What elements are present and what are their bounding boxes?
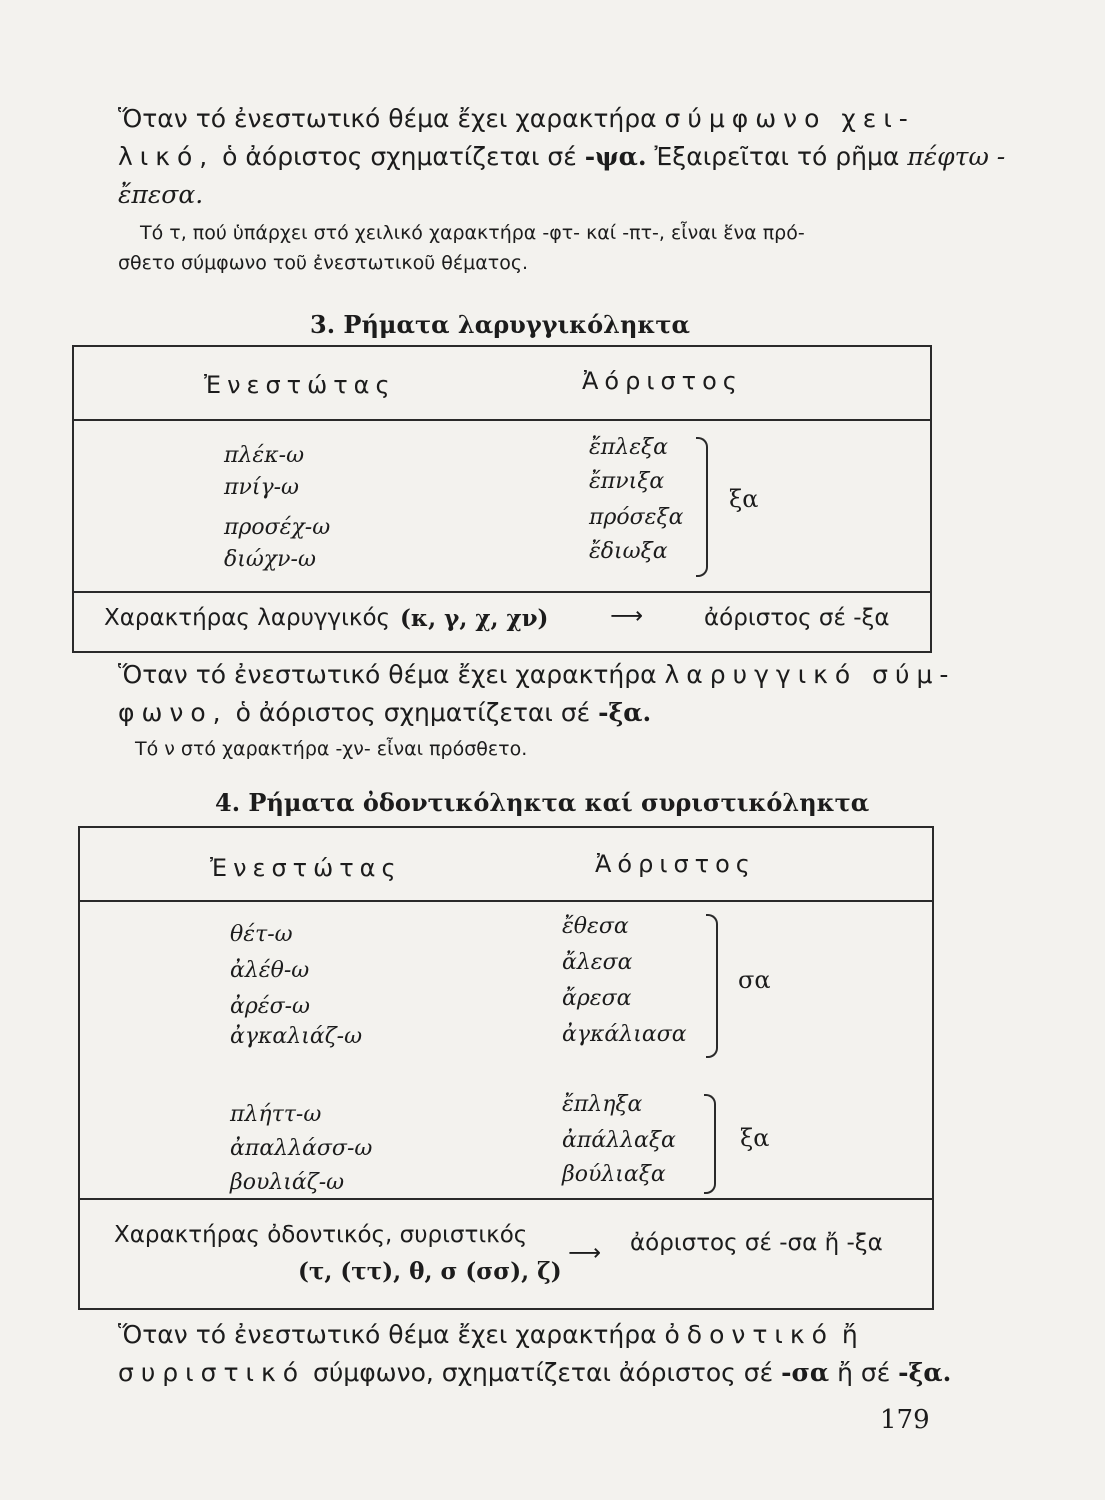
- aorist-verb: ἄρεσα: [562, 986, 632, 1011]
- para4-emphasis-2: συριστικό: [118, 1358, 306, 1387]
- arrow-icon: ⟶: [568, 1240, 601, 1266]
- present-verb: ἀπαλλάσσ-ω: [230, 1136, 373, 1161]
- para4-text-2: ἤ: [833, 1320, 858, 1349]
- section-3-heading: 3. Ρήματα λαρυγγικόληκτα: [310, 310, 691, 339]
- header-present: Ἐνεστώτας: [210, 854, 402, 882]
- footer-result: ἀόριστος σέ -ξα: [704, 605, 890, 631]
- header-present: Ἐνεστώτας: [204, 371, 396, 399]
- group-brace: [704, 1094, 716, 1194]
- para3-line-2: [118, 694, 938, 732]
- group-brace: [706, 914, 718, 1058]
- footer-label: Χαρακτήρας λαρυγγικός: [104, 605, 391, 631]
- section-4-heading: 4. Ρήματα ὀδοντικόληκτα καί συριστικόληκτα: [215, 788, 870, 817]
- intro-note-2: σθετο σύμφωνο τοῦ ἐνεστωτικοῦ θέματος.: [118, 252, 529, 274]
- intro-text-3: Ἐξαιρεῖται τό ρῆμα: [646, 142, 908, 171]
- aorist-verb: ἄλεσα: [562, 950, 633, 975]
- para3-text-2: ὁ ἀόριστος σχηματίζεται σέ: [227, 698, 599, 727]
- table-dental-sibilant: [78, 826, 934, 1310]
- present-verb: ἀλέθ-ω: [230, 958, 310, 983]
- para3-line-1: [118, 656, 956, 694]
- aorist-verb: ἔπληξα: [562, 1092, 643, 1117]
- present-verb: πνίγ-ω: [224, 475, 299, 500]
- aorist-verb: βούλιαξα: [562, 1162, 666, 1187]
- aorist-ending: ξα: [729, 485, 759, 513]
- present-verb: ἀρέσ-ω: [230, 994, 310, 1019]
- intro-exception-verb: πέφτω -: [907, 142, 1006, 171]
- aorist-verb: ἔδιωξα: [589, 539, 668, 564]
- aorist-verb: ἔθεσα: [562, 914, 629, 939]
- intro-line-3: [118, 176, 938, 214]
- para3-emphasis: λαρυγγικό σύμ-: [664, 660, 956, 689]
- page-number: 179: [880, 1405, 930, 1435]
- footer-result: ἀόριστος σέ -σα ἤ -ξα: [630, 1230, 883, 1256]
- para4-line-1: [118, 1316, 938, 1354]
- footer-characters: (τ, (ττ), θ, σ (σσ), ζ): [298, 1258, 562, 1285]
- intro-text-2: ὁ ἀόριστος σχηματίζεται σέ: [214, 142, 585, 171]
- present-verb: ἀγκαλιάζ-ω: [230, 1024, 363, 1049]
- present-verb: πλήττ-ω: [230, 1102, 322, 1127]
- intro-ending: -ψα.: [584, 142, 647, 171]
- present-verb: διώχν-ω: [224, 547, 316, 572]
- present-verb: προσέχ-ω: [224, 515, 331, 540]
- para3-ending: -ξα.: [598, 698, 652, 727]
- group-brace: [696, 437, 708, 577]
- intro-emphasis: σύμφωνο χει-: [664, 104, 915, 133]
- intro-exception-aorist: ἔπεσα.: [118, 180, 204, 209]
- arrow-icon: ⟶: [610, 603, 643, 629]
- present-verb: πλέκ-ω: [224, 443, 305, 468]
- para3-text: Ὅταν τό ἐνεστωτικό θέμα ἔχει χαρακτήρα: [118, 660, 665, 689]
- aorist-ending: ξα: [740, 1124, 770, 1152]
- aorist-verb: ἔπλεξα: [589, 435, 668, 460]
- para4-text: Ὅταν τό ἐνεστωτικό θέμα ἔχει χαρακτήρα: [118, 1320, 665, 1349]
- header-aorist: Ἀόριστος: [595, 850, 756, 878]
- footer-label: Χαρακτήρας ὀδοντικός, συριστικός: [114, 1222, 528, 1248]
- table-laryngeal-footer: [74, 591, 930, 651]
- aorist-verb: ἔπνιξα: [589, 469, 665, 494]
- table-laryngeal: [72, 345, 932, 653]
- present-verb: θέτ-ω: [230, 922, 293, 947]
- intro-line-2: [118, 138, 1006, 176]
- para4-ending-sa: -σα: [781, 1358, 830, 1387]
- para4-line-2: [118, 1354, 952, 1392]
- para4-text-3: σύμφωνο, σχηματίζεται ἀόριστος σέ: [305, 1358, 782, 1387]
- aorist-verb: πρόσεξα: [589, 505, 684, 530]
- table-laryngeal-header: [74, 347, 930, 421]
- intro-emphasis-2: λικό,: [118, 142, 215, 171]
- table-dental-footer: [80, 1198, 932, 1308]
- intro-text: Ὅταν τό ἐνεστωτικό θέμα ἔχει χαρακτήρα: [118, 104, 665, 133]
- intro-line-1: [118, 100, 938, 138]
- para4-ending-ksa: -ξα.: [898, 1358, 952, 1387]
- present-verb: βουλιάζ-ω: [230, 1170, 345, 1195]
- aorist-verb: ἀπάλλαξα: [562, 1128, 676, 1153]
- para3-note: Τό ν στό χαρακτήρα -χν- εἶναι πρόσθετο.: [135, 738, 528, 760]
- aorist-ending: σα: [738, 966, 771, 994]
- header-aorist: Ἀόριστος: [582, 367, 743, 395]
- para4-text-4: ἤ σέ: [829, 1358, 899, 1387]
- intro-note-1: Τό τ, πού ὑπάρχει στό χειλικό χαρακτήρα -φτ- καί -πτ-, εἶναι ἕνα πρό-: [140, 222, 805, 244]
- footer-characters: (κ, γ, χ, χν): [400, 605, 549, 632]
- aorist-verb: ἀγκάλιασα: [562, 1022, 687, 1047]
- table-dental-header: [80, 828, 932, 902]
- para3-emphasis-2: φωνο,: [118, 698, 228, 727]
- para4-emphasis: ὀδοντικό: [664, 1320, 834, 1349]
